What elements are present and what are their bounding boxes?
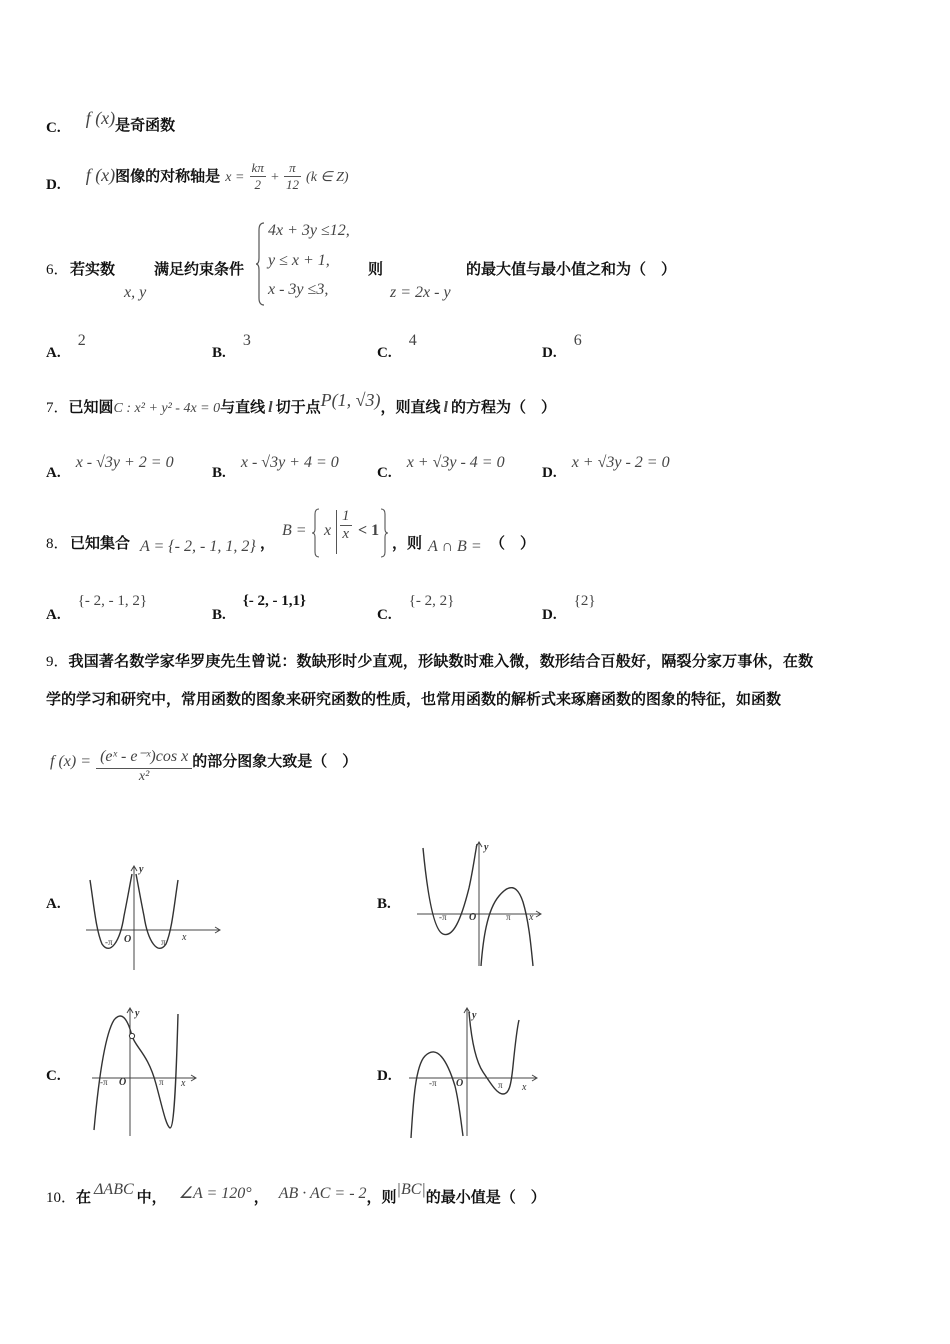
- graph-b-pi: π: [506, 912, 511, 922]
- q7-text-1: 已知圆: [68, 398, 114, 416]
- graph-d-curve-right: [469, 1012, 519, 1094]
- option-label: C.: [377, 465, 392, 481]
- q7-text-5: 的方程为（ ）: [450, 398, 556, 416]
- q7-text-4: ，则直线: [380, 398, 441, 416]
- option-value: x - √3y + 2 = 0: [75, 454, 174, 471]
- question-number: 8．: [46, 536, 69, 552]
- option-label: D.: [542, 465, 557, 481]
- graph-a-y: y: [139, 864, 144, 875]
- q5-option-c[interactable]: [46, 108, 176, 136]
- option-label: C.: [377, 607, 392, 623]
- q9-stem-line-2: 学的学习和研究中，常用函数的图象来研究函数的性质，也常用函数的解析式来琢磨函数的图象的特征，如函数: [46, 690, 782, 708]
- graph-a-pi: π: [161, 937, 166, 947]
- graph-d-x: x: [522, 1082, 527, 1093]
- graph-c-x: x: [181, 1078, 186, 1089]
- q8-text-1: 已知集合: [70, 534, 131, 552]
- q6-text-2: 满足约束条件: [154, 260, 245, 278]
- graph-c-origin: O: [119, 1077, 127, 1088]
- option-value: {- 2, - 1, 2}: [77, 593, 148, 609]
- option-value: x + √3y - 2 = 0: [571, 454, 670, 471]
- k-condition: (k ∈ Z): [306, 170, 349, 185]
- graph-b-y: y: [484, 842, 489, 853]
- graph-c: [72, 1006, 242, 1142]
- q6-text-1: 若实数: [70, 260, 116, 278]
- left-brace-icon: [256, 222, 266, 306]
- angle-a: ∠A = 120°: [178, 1185, 252, 1202]
- option-label: A.: [46, 607, 61, 623]
- q6-text-4: 的最大值与最小值之和为（ ）: [466, 260, 677, 278]
- option-value: {- 2, 2}: [408, 593, 455, 609]
- q8-option-b[interactable]: [212, 590, 306, 623]
- q9-text-end: 的部分图象大致是（ ）: [192, 752, 358, 770]
- q8-option-c[interactable]: [377, 590, 455, 623]
- vertical-bar: [336, 510, 337, 554]
- option-value: 4: [408, 332, 417, 349]
- fraction-one-over-x: $\frac{1}{x}$: [342, 508, 350, 542]
- constraint-3: x - 3y ≤3,: [268, 281, 329, 298]
- option-value: {- 2, - 1,1}: [242, 593, 306, 609]
- option-value: 6: [573, 332, 582, 349]
- intersection: A ∩ B =: [428, 538, 482, 555]
- option-label: B.: [212, 465, 226, 481]
- set-b-relation: < 1: [358, 522, 380, 539]
- graph-b: [403, 840, 573, 972]
- set-a: A = {- 2, - 1, 1, 2}: [140, 538, 256, 555]
- option-label: B.: [377, 896, 391, 912]
- q8-option-d[interactable]: [542, 590, 596, 623]
- q9-stem-line-1: [46, 650, 813, 671]
- q9-text-line-1: 我国著名数学家华罗庚先生曾说：数缺形时少直观，形缺数时难入微，数形结合百般好，隔裂分家万事休，在数: [68, 652, 814, 670]
- graph-c-hole: [129, 1033, 134, 1038]
- option-value: x + √3y - 4 = 0: [406, 454, 505, 471]
- q7-stem: [46, 390, 556, 417]
- bc-magnitude: |BC|: [396, 1181, 426, 1198]
- q7-option-c[interactable]: [377, 452, 505, 481]
- q5-option-d[interactable]: [46, 160, 349, 193]
- graph-d-pi: π: [498, 1080, 503, 1090]
- option-value: 3: [242, 332, 251, 349]
- q7-option-b[interactable]: [212, 452, 339, 481]
- question-number: 7．: [46, 400, 69, 416]
- question-number: 10．: [46, 1190, 77, 1206]
- objective-z: z = 2x - y: [390, 284, 451, 301]
- option-text: 是奇函数: [115, 116, 176, 134]
- option-label: D.: [46, 177, 61, 193]
- function-lhs: f (x) =: [50, 753, 91, 770]
- option-label: D.: [377, 1068, 392, 1084]
- option-label: B.: [212, 345, 226, 361]
- math-fx: f (x): [85, 165, 116, 185]
- option-label: A.: [46, 345, 61, 361]
- graph-a-neg-pi: -π: [105, 937, 113, 947]
- graph-b-curve-right: [481, 888, 533, 966]
- graph-d-origin: O: [456, 1078, 464, 1089]
- circle-equation: C : x² + y² - 4x = 0: [113, 401, 221, 416]
- graph-d: [403, 1006, 573, 1142]
- graph-a-curve-right: [136, 874, 178, 948]
- constraint-2: y ≤ x + 1,: [268, 252, 330, 269]
- fraction-k-pi-over-2: $\frac{k\pi}{2}$: [251, 160, 264, 192]
- option-label: A.: [46, 465, 61, 481]
- function-fraction: $\frac{\text{(eˣ - e⁻ˣ)cos x}}{\text{x²}}$: [96, 746, 192, 785]
- q10-text-4: 的最小值是（ ）: [425, 1188, 546, 1206]
- q6-text-3: 则: [368, 260, 384, 278]
- q10-text-2: 中，: [136, 1188, 167, 1206]
- graph-b-x: x: [529, 912, 534, 923]
- comma: ，: [260, 534, 276, 552]
- graph-c-neg-pi: -π: [100, 1077, 108, 1087]
- option-label: C.: [46, 1068, 61, 1084]
- graph-b-neg-pi: -π: [439, 912, 447, 922]
- comma: ，: [253, 1188, 269, 1206]
- q7-text-3: 切于点: [275, 398, 321, 416]
- option-text: 图像的对称轴是: [115, 167, 221, 185]
- question-number: 6．: [46, 262, 69, 278]
- line-l: l: [268, 399, 273, 416]
- graph-b-origin: O: [469, 912, 477, 923]
- option-label: C.: [377, 345, 392, 361]
- graph-c-pi: π: [159, 1077, 164, 1087]
- q6-option-b[interactable]: [212, 330, 251, 361]
- axis-lhs: x =: [225, 170, 245, 185]
- option-label: D.: [542, 345, 557, 361]
- q8-option-a[interactable]: [46, 590, 148, 623]
- line-l: l: [443, 399, 448, 416]
- option-value: x - √3y + 4 = 0: [240, 454, 339, 471]
- question-number: 9．: [46, 654, 69, 670]
- q8-text-3: （ ）: [490, 534, 536, 552]
- graph-d-y: y: [472, 1010, 477, 1021]
- option-label: C.: [46, 120, 61, 136]
- graph-a-x: x: [182, 932, 187, 943]
- graph-d-neg-pi: -π: [429, 1078, 437, 1088]
- fraction-pi-over-12: $\frac{\pi}{12}$: [285, 160, 299, 192]
- q7-option-d[interactable]: [542, 452, 670, 481]
- option-label: D.: [542, 607, 557, 623]
- plus-sign: +: [270, 170, 279, 185]
- graph-a: [72, 856, 242, 976]
- set-b-var: x: [324, 522, 332, 539]
- q6-option-c[interactable]: [377, 330, 417, 361]
- graph-c-curve: [94, 1014, 178, 1130]
- right-brace-icon: [380, 508, 388, 558]
- option-value: {2}: [573, 593, 596, 609]
- q10-text-3: ，则: [366, 1188, 397, 1206]
- q8-stem: [46, 506, 926, 566]
- tangent-point: P(1, √3): [320, 390, 381, 410]
- graph-a-origin: O: [124, 934, 132, 945]
- constraint-1: 4x + 3y ≤12,: [268, 222, 350, 239]
- math-fx: f (x): [85, 108, 116, 128]
- option-label: B.: [212, 607, 226, 623]
- graph-c-y: y: [135, 1008, 140, 1019]
- q10-text-1: 在: [76, 1188, 92, 1206]
- option-value: 2: [77, 332, 86, 349]
- q10-stem: [46, 1178, 546, 1206]
- dot-product: AB · AC = - 2: [278, 1185, 367, 1202]
- q8-text-2: ，则: [392, 534, 423, 552]
- q9-function: [50, 746, 357, 785]
- q6-stem: [46, 220, 926, 310]
- left-brace-icon: [312, 508, 320, 558]
- triangle-abc: ΔABC: [94, 1181, 134, 1198]
- q6-vars: x, y: [124, 284, 147, 301]
- set-b-lhs: B =: [282, 522, 307, 539]
- q7-text-2: 与直线: [220, 398, 266, 416]
- q6-option-d[interactable]: [542, 330, 582, 361]
- q7-option-a[interactable]: [46, 452, 174, 481]
- option-label: A.: [46, 896, 61, 912]
- q6-option-a[interactable]: [46, 330, 86, 361]
- graph-d-curve-left: [411, 1052, 463, 1138]
